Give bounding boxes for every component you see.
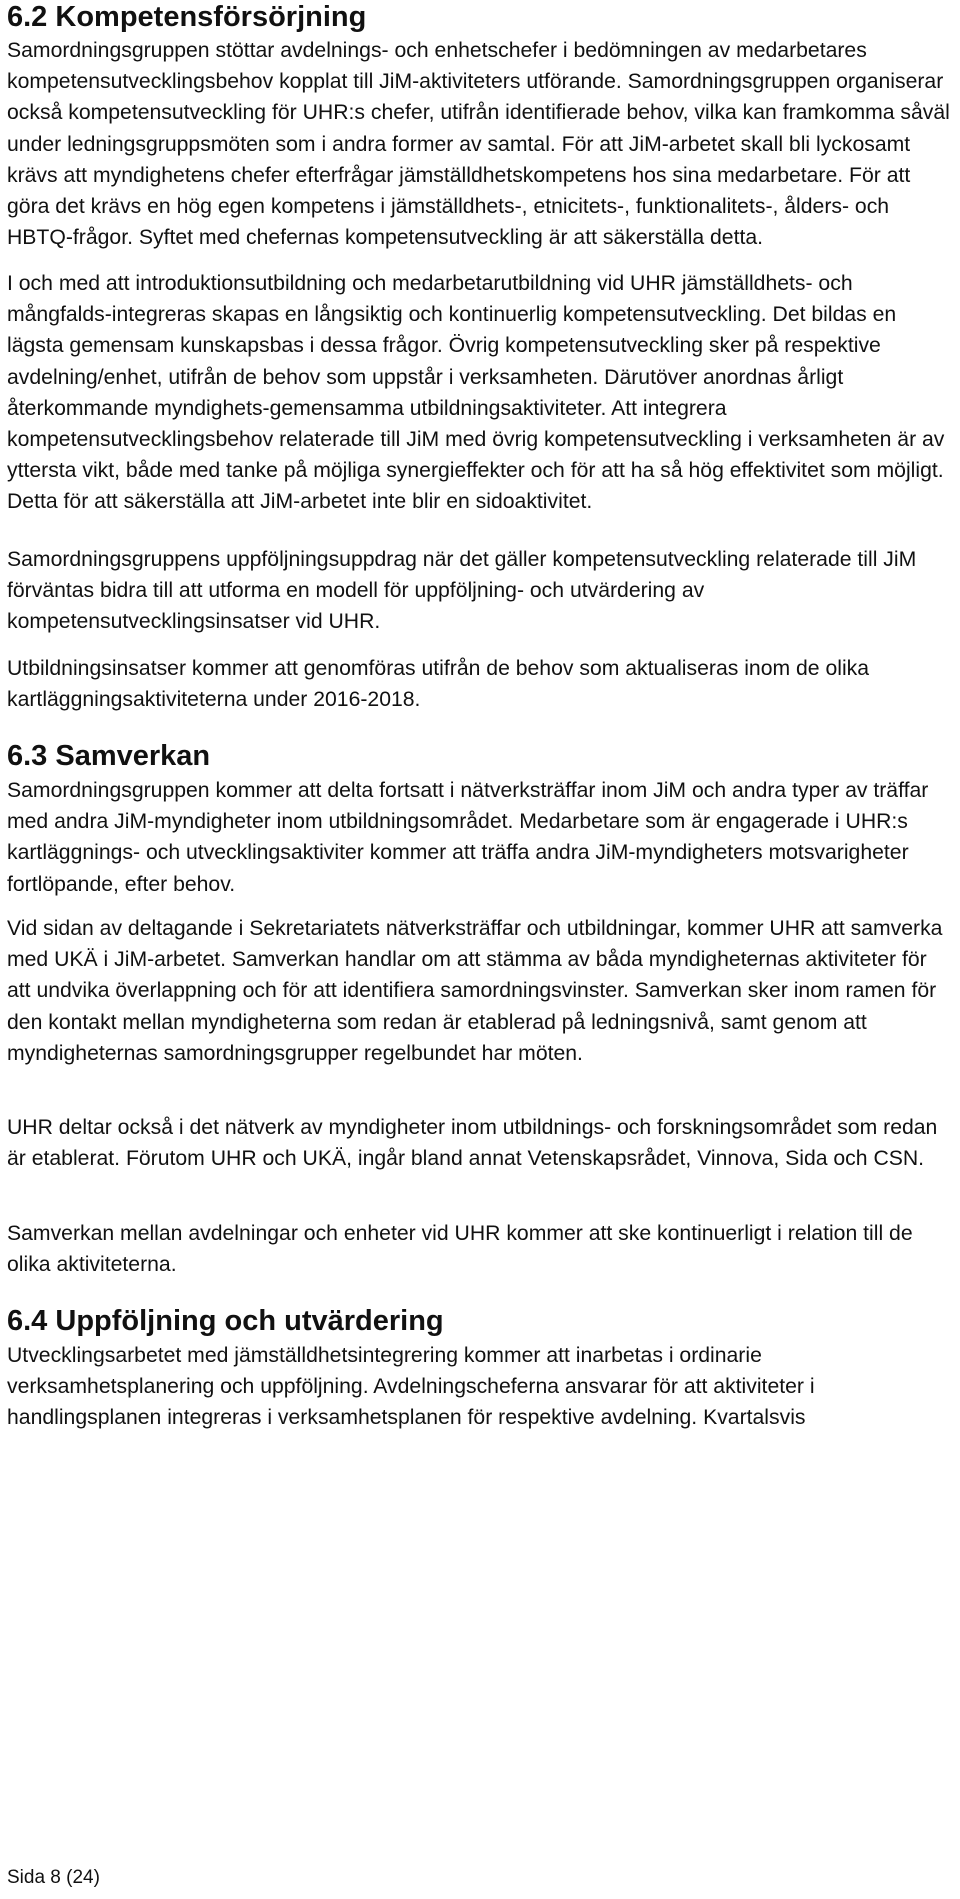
paragraph: Utbildningsinsatser kommer att genomföras utifrån de behov som aktualiseras inom de olika kartläggningsaktiviteterna under 2016-2018. [7, 657, 870, 712]
section-heading-kompetensforsorjning: 6.2 Kompetensförsörjning [7, 1, 367, 33]
section-heading-uppfoljning-och-utvardering: 6.4 Uppföljning och utvärdering [7, 1305, 444, 1337]
page-number: Sida 8 (24) [7, 1867, 100, 1888]
paragraph: Samordningsgruppens uppföljningsuppdrag när det gäller kompetensutveckling relaterade till JiM förväntas bidra till att utforma en modell för uppföljning- och utvärdering av kompetensutvecklingsinsatser vid UHR. [7, 548, 917, 634]
paragraph: Samordningsgruppen kommer att delta fortsatt i nätverksträffar inom JiM och andra typer av träffar med andra JiM-myndigheter inom utbildningsområdet. Medarbetare som är engagerade i UHR:s kartläggnings- och utvecklingsaktiviter kommer att träffa andra JiM-myndigheters motsvarigheter fortlöpande, efter behov. [7, 779, 929, 896]
paragraph: UHR deltar också i det nätverk av myndigheter inom utbildnings- och forskningsområdet som redan är etablerat. Förutom UHR och UKÄ, ingår bland annat Vetenskapsrådet, Vinnova, Sida och CSN. [7, 1116, 938, 1171]
section-heading-samverkan: 6.3 Samverkan [7, 740, 211, 772]
paragraph: Samverkan mellan avdelningar och enheter vid UHR kommer att ske kontinuerligt i relation till de olika aktiviteterna. [7, 1222, 913, 1277]
paragraph: Samordningsgruppen stöttar avdelnings- och enhetschefer i bedömningen av medarbetares kompetensutvecklingsbehov kopplat till JiM-aktiviteters utförande. Samordningsgruppen organiserar också kompetensutveckling för UHR:s chefer, utifrån identifierade behov, vilka kan framkomma såväl under ledningsgruppsmöten som i andra former av samtal. För att JiM-arbetet skall bli lyckosamt krävs att myndighetens chefer efterfrågar jämställdhetskompetens hos sina medarbetare. För att göra det krävs en hög egen kompetens i jämställdhets-, etnicitets-, funktionalitets-, ålders- och HBTQ-frågor. Syftet med chefernas kompetensutveckling är att säkerställa detta. [7, 39, 950, 250]
paragraph: Vid sidan av deltagande i Sekretariatets nätverksträffar och utbildningar, kommer UHR att samverka med UKÄ i JiM-arbetet. Samverkan handlar om att stämma av båda myndigheternas aktiviteter för att undvika överlappning och för att identifiera samordningsvinster. Samverkan sker inom ramen för den kontakt mellan myndigheterna som redan är etablerad på ledningsnivå, samt genom att myndigheternas samordningsgrupper regelbundet har möten. [7, 917, 943, 1065]
paragraph: Utvecklingsarbetet med jämställdhetsintegrering kommer att inarbetas i ordinarie verksamhetsplanering och uppföljning. Avdelningscheferna ansvarar för att aktiviteter i handlingsplanen integreras i verksamhetsplanen för respektive avdelning. Kvartalsvis [7, 1344, 815, 1430]
paragraph: I och med att introduktionsutbildning och medarbetarutbildning vid UHR jämställdhets- och mångfalds-integreras skapas en långsiktig och kontinuerlig kompetensutveckling. Det bildas en lägsta gemensam kunskapsbas i dessa frågor. Övrig kompetensutveckling sker på respektive avdelning/enhet, utifrån de behov som uppstår i verksamheten. Därutöver anordnas årligt återkommande myndighets-gemensamma utbildningsaktiviteter. Att integrera kompetensutvecklingsbehov relaterade till JiM med övrig kompetensutveckling i verksamheten är av yttersta vikt, både med tanke på möjliga synergieffekter och för att ha så hög effektivitet som möjligt. Detta för att säkerställa att JiM-arbetet inte blir en sidoaktivitet. [7, 272, 945, 514]
